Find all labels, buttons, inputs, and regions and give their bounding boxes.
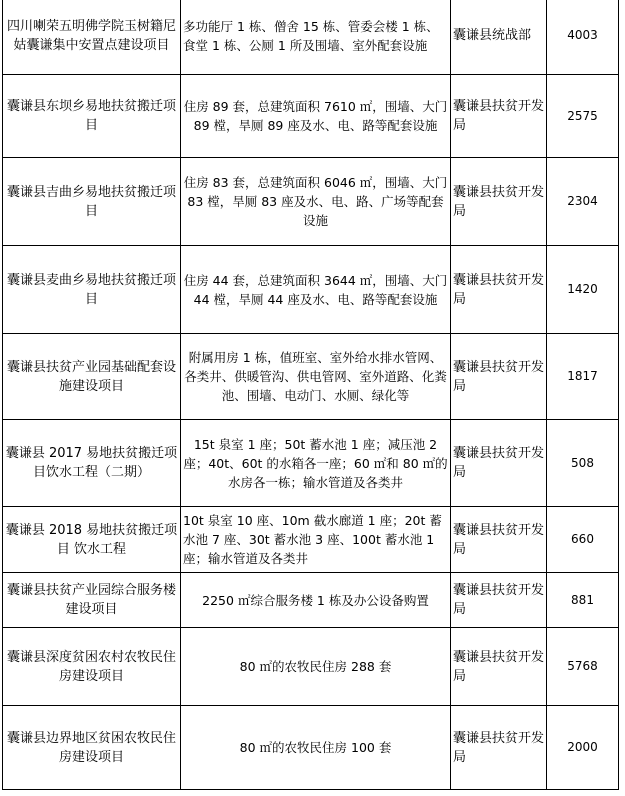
construction-content-cell: 2250 ㎡综合服务楼 1 栋及办公设备购置 bbox=[181, 573, 451, 628]
project-name-cell: 囊谦县 2018 易地扶贫搬迁项目 饮水工程 bbox=[3, 507, 181, 573]
project-name-cell: 囊谦县吉曲乡易地扶贫搬迁项目 bbox=[3, 158, 181, 246]
investment-amount-cell: 508 bbox=[547, 420, 619, 507]
responsible-unit-cell: 囊谦县扶贫开发局 bbox=[451, 628, 547, 706]
table-row bbox=[3, 706, 619, 790]
investment-amount-cell: 2000 bbox=[547, 706, 619, 790]
investment-amount-cell: 1817 bbox=[547, 334, 619, 420]
table-row bbox=[3, 334, 619, 420]
table-row bbox=[3, 573, 619, 628]
table-row bbox=[3, 628, 619, 706]
responsible-unit-cell: 囊谦县扶贫开发局 bbox=[451, 246, 547, 334]
responsible-unit-cell: 囊谦县扶贫开发局 bbox=[451, 334, 547, 420]
table-row bbox=[3, 507, 619, 573]
project-name-cell: 囊谦县扶贫产业园综合服务楼 建设项目 bbox=[3, 573, 181, 628]
construction-content-cell: 80 ㎡的农牧民住房 100 套 bbox=[181, 706, 451, 790]
construction-content-cell: 附属用房 1 栋，值班室、室外给水排水管网、各类井、供暖管沟、供电管网、室外道路、化粪池、围墙、电动门、水厕、绿化等 bbox=[181, 334, 451, 420]
construction-content-cell: 住房 44 套，总建筑面积 3644 ㎡，围墙、大门 44 樘，旱厕 44 座及水、电、路等配套设施 bbox=[181, 246, 451, 334]
responsible-unit-cell: 囊谦县扶贫开发局 bbox=[451, 573, 547, 628]
construction-content-cell: 住房 83 套，总建筑面积 6046 ㎡，围墙、大门 83 樘，旱厕 83 座及水、电、路、广场等配套设施 bbox=[181, 158, 451, 246]
investment-amount-cell: 660 bbox=[547, 507, 619, 573]
investment-amount-cell: 2304 bbox=[547, 158, 619, 246]
project-name-cell: 囊谦县麦曲乡易地扶贫搬迁项目 bbox=[3, 246, 181, 334]
project-name-cell: 囊谦县扶贫产业园基础配套设施建设项目 bbox=[3, 334, 181, 420]
project-name-cell: 囊谦县东坝乡易地扶贫搬迁项目 bbox=[3, 75, 181, 158]
responsible-unit-cell: 囊谦县扶贫开发局 bbox=[451, 706, 547, 790]
investment-amount-cell: 5768 bbox=[547, 628, 619, 706]
investment-amount-cell: 1420 bbox=[547, 246, 619, 334]
responsible-unit-cell: 囊谦县扶贫开发局 bbox=[451, 75, 547, 158]
investment-amount-cell: 4003 bbox=[547, 0, 619, 75]
construction-content-cell: 住房 89 套，总建筑面积 7610 ㎡，围墙、大门 89 樘，旱厕 89 座及水、电、路等配套设施 bbox=[181, 75, 451, 158]
construction-content-cell: 80 ㎡的农牧民住房 288 套 bbox=[181, 628, 451, 706]
table-row bbox=[3, 0, 619, 75]
construction-content-cell: 10t 泉室 10 座、10m 截水廊道 1 座；20t 蓄水池 7 座、30t 蓄水池 3 座、100t 蓄水池 1 座；输水管道及各类井 bbox=[181, 507, 451, 573]
project-name-cell: 囊谦县 2017 易地扶贫搬迁项目饮水工程（二期） bbox=[3, 420, 181, 507]
table-row bbox=[3, 246, 619, 334]
project-name-cell: 四川喇荣五明佛学院玉树籍尼姑囊谦集中安置点建设项目 bbox=[3, 0, 181, 75]
responsible-unit-cell: 囊谦县扶贫开发局 bbox=[451, 507, 547, 573]
responsible-unit-cell: 囊谦县统战部 bbox=[451, 0, 547, 75]
project-name-cell: 囊谦县深度贫困农村农牧民住房建设项目 bbox=[3, 628, 181, 706]
construction-content-cell: 15t 泉室 1 座；50t 蓄水池 1 座；减压池 2 座；40t、60t 的水箱各一座；60 ㎡和 80 ㎡的水房各一栋；输水管道及各类井 bbox=[181, 420, 451, 507]
table-row bbox=[3, 75, 619, 158]
table-row bbox=[3, 420, 619, 507]
table-row bbox=[3, 158, 619, 246]
responsible-unit-cell: 囊谦县扶贫开发局 bbox=[451, 420, 547, 507]
project-name-cell: 囊谦县边界地区贫困农牧民住房建设项目 bbox=[3, 706, 181, 790]
investment-amount-cell: 2575 bbox=[547, 75, 619, 158]
construction-content-cell: 多功能厅 1 栋、僧舍 15 栋、管委会楼 1 栋、食堂 1 栋、公厕 1 所及围墙、室外配套设施 bbox=[181, 0, 451, 75]
responsible-unit-cell: 囊谦县扶贫开发局 bbox=[451, 158, 547, 246]
project-table bbox=[2, 0, 619, 790]
investment-amount-cell: 881 bbox=[547, 573, 619, 628]
